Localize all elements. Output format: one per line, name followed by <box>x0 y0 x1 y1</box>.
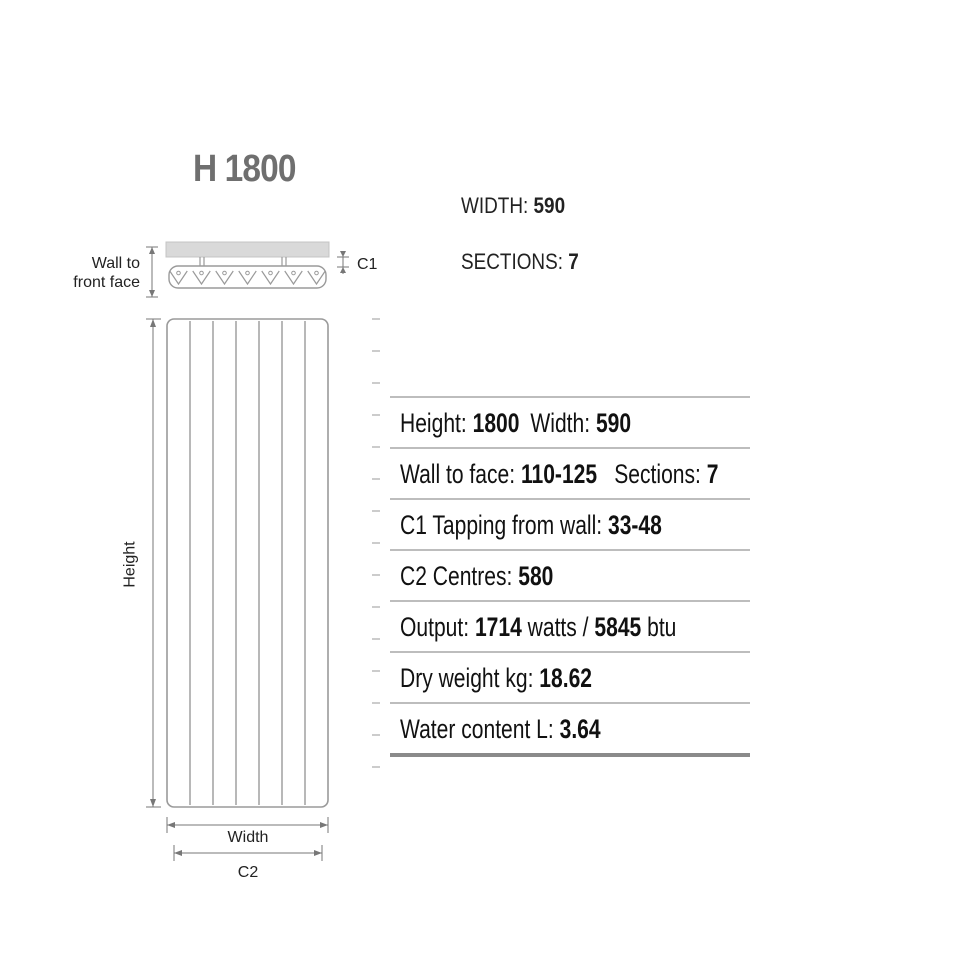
c1-dimension <box>337 251 349 274</box>
scale-ticks <box>372 319 380 767</box>
wall-to-face-dimension <box>146 247 158 297</box>
spec-output-btu: 5845 <box>594 612 642 642</box>
spec-width-value: 590 <box>595 408 632 438</box>
spec-width-label: Width: <box>530 408 591 438</box>
spec-output-watts: 1714 <box>474 612 522 642</box>
radiator-front-panel <box>167 319 328 807</box>
width-label: Width <box>227 829 269 846</box>
spec-row-wall-sections <box>390 447 750 498</box>
spec-output-btu-unit: btu <box>647 612 677 642</box>
c2-label: C2 <box>237 864 259 881</box>
spec-table <box>390 396 750 757</box>
summary-sections-label: SECTIONS: <box>461 249 563 274</box>
spec-c1-value: 33-48 <box>607 510 662 540</box>
summary-sections-value: 7 <box>568 249 579 274</box>
spec-row-height-width <box>390 396 750 447</box>
spec-output-label: Output: <box>400 612 470 642</box>
spec-row-c1 <box>390 498 750 549</box>
spec-height-label: Height: <box>400 408 467 438</box>
top-view-brackets <box>200 257 286 266</box>
spec-row-output <box>390 600 750 651</box>
spec-output-watts-unit: watts / <box>527 612 589 642</box>
spec-sections-value: 7 <box>706 459 719 489</box>
wall-to-face-label-line2: front face <box>73 274 140 291</box>
spec-height-value: 1800 <box>472 408 520 438</box>
summary-width-value: 590 <box>533 193 566 218</box>
spec-row-dry-weight <box>390 651 750 702</box>
spec-c1-label: C1 Tapping from wall: <box>400 510 603 540</box>
top-view-profile <box>169 266 326 288</box>
wall-to-face-label <box>62 254 140 292</box>
spec-wall-value: 110-125 <box>520 459 598 489</box>
spec-c2-value: 580 <box>518 561 554 591</box>
summary-sections <box>461 249 579 275</box>
summary-width-label: WIDTH: <box>461 193 529 218</box>
c2-dimension <box>174 845 322 861</box>
spec-wall-label: Wall to face: <box>400 459 516 489</box>
spec-row-c2 <box>390 549 750 600</box>
spec-dry-value: 18.62 <box>539 663 593 693</box>
spec-water-label: Water content L: <box>400 714 554 744</box>
spec-sections-label: Sections: <box>614 459 701 489</box>
c1-label: C1 <box>357 256 378 273</box>
spec-water-value: 3.64 <box>559 714 601 744</box>
height-label: Height <box>121 541 139 588</box>
spec-dry-label: Dry weight kg: <box>400 663 534 693</box>
summary-width <box>461 193 565 219</box>
spec-c2-label: C2 Centres: <box>400 561 513 591</box>
model-title: H 1800 <box>193 148 296 190</box>
wall-bar <box>166 242 329 257</box>
height-dimension <box>146 319 161 807</box>
spec-row-water-content <box>390 702 750 757</box>
wall-to-face-label-line1: Wall to <box>91 255 140 272</box>
